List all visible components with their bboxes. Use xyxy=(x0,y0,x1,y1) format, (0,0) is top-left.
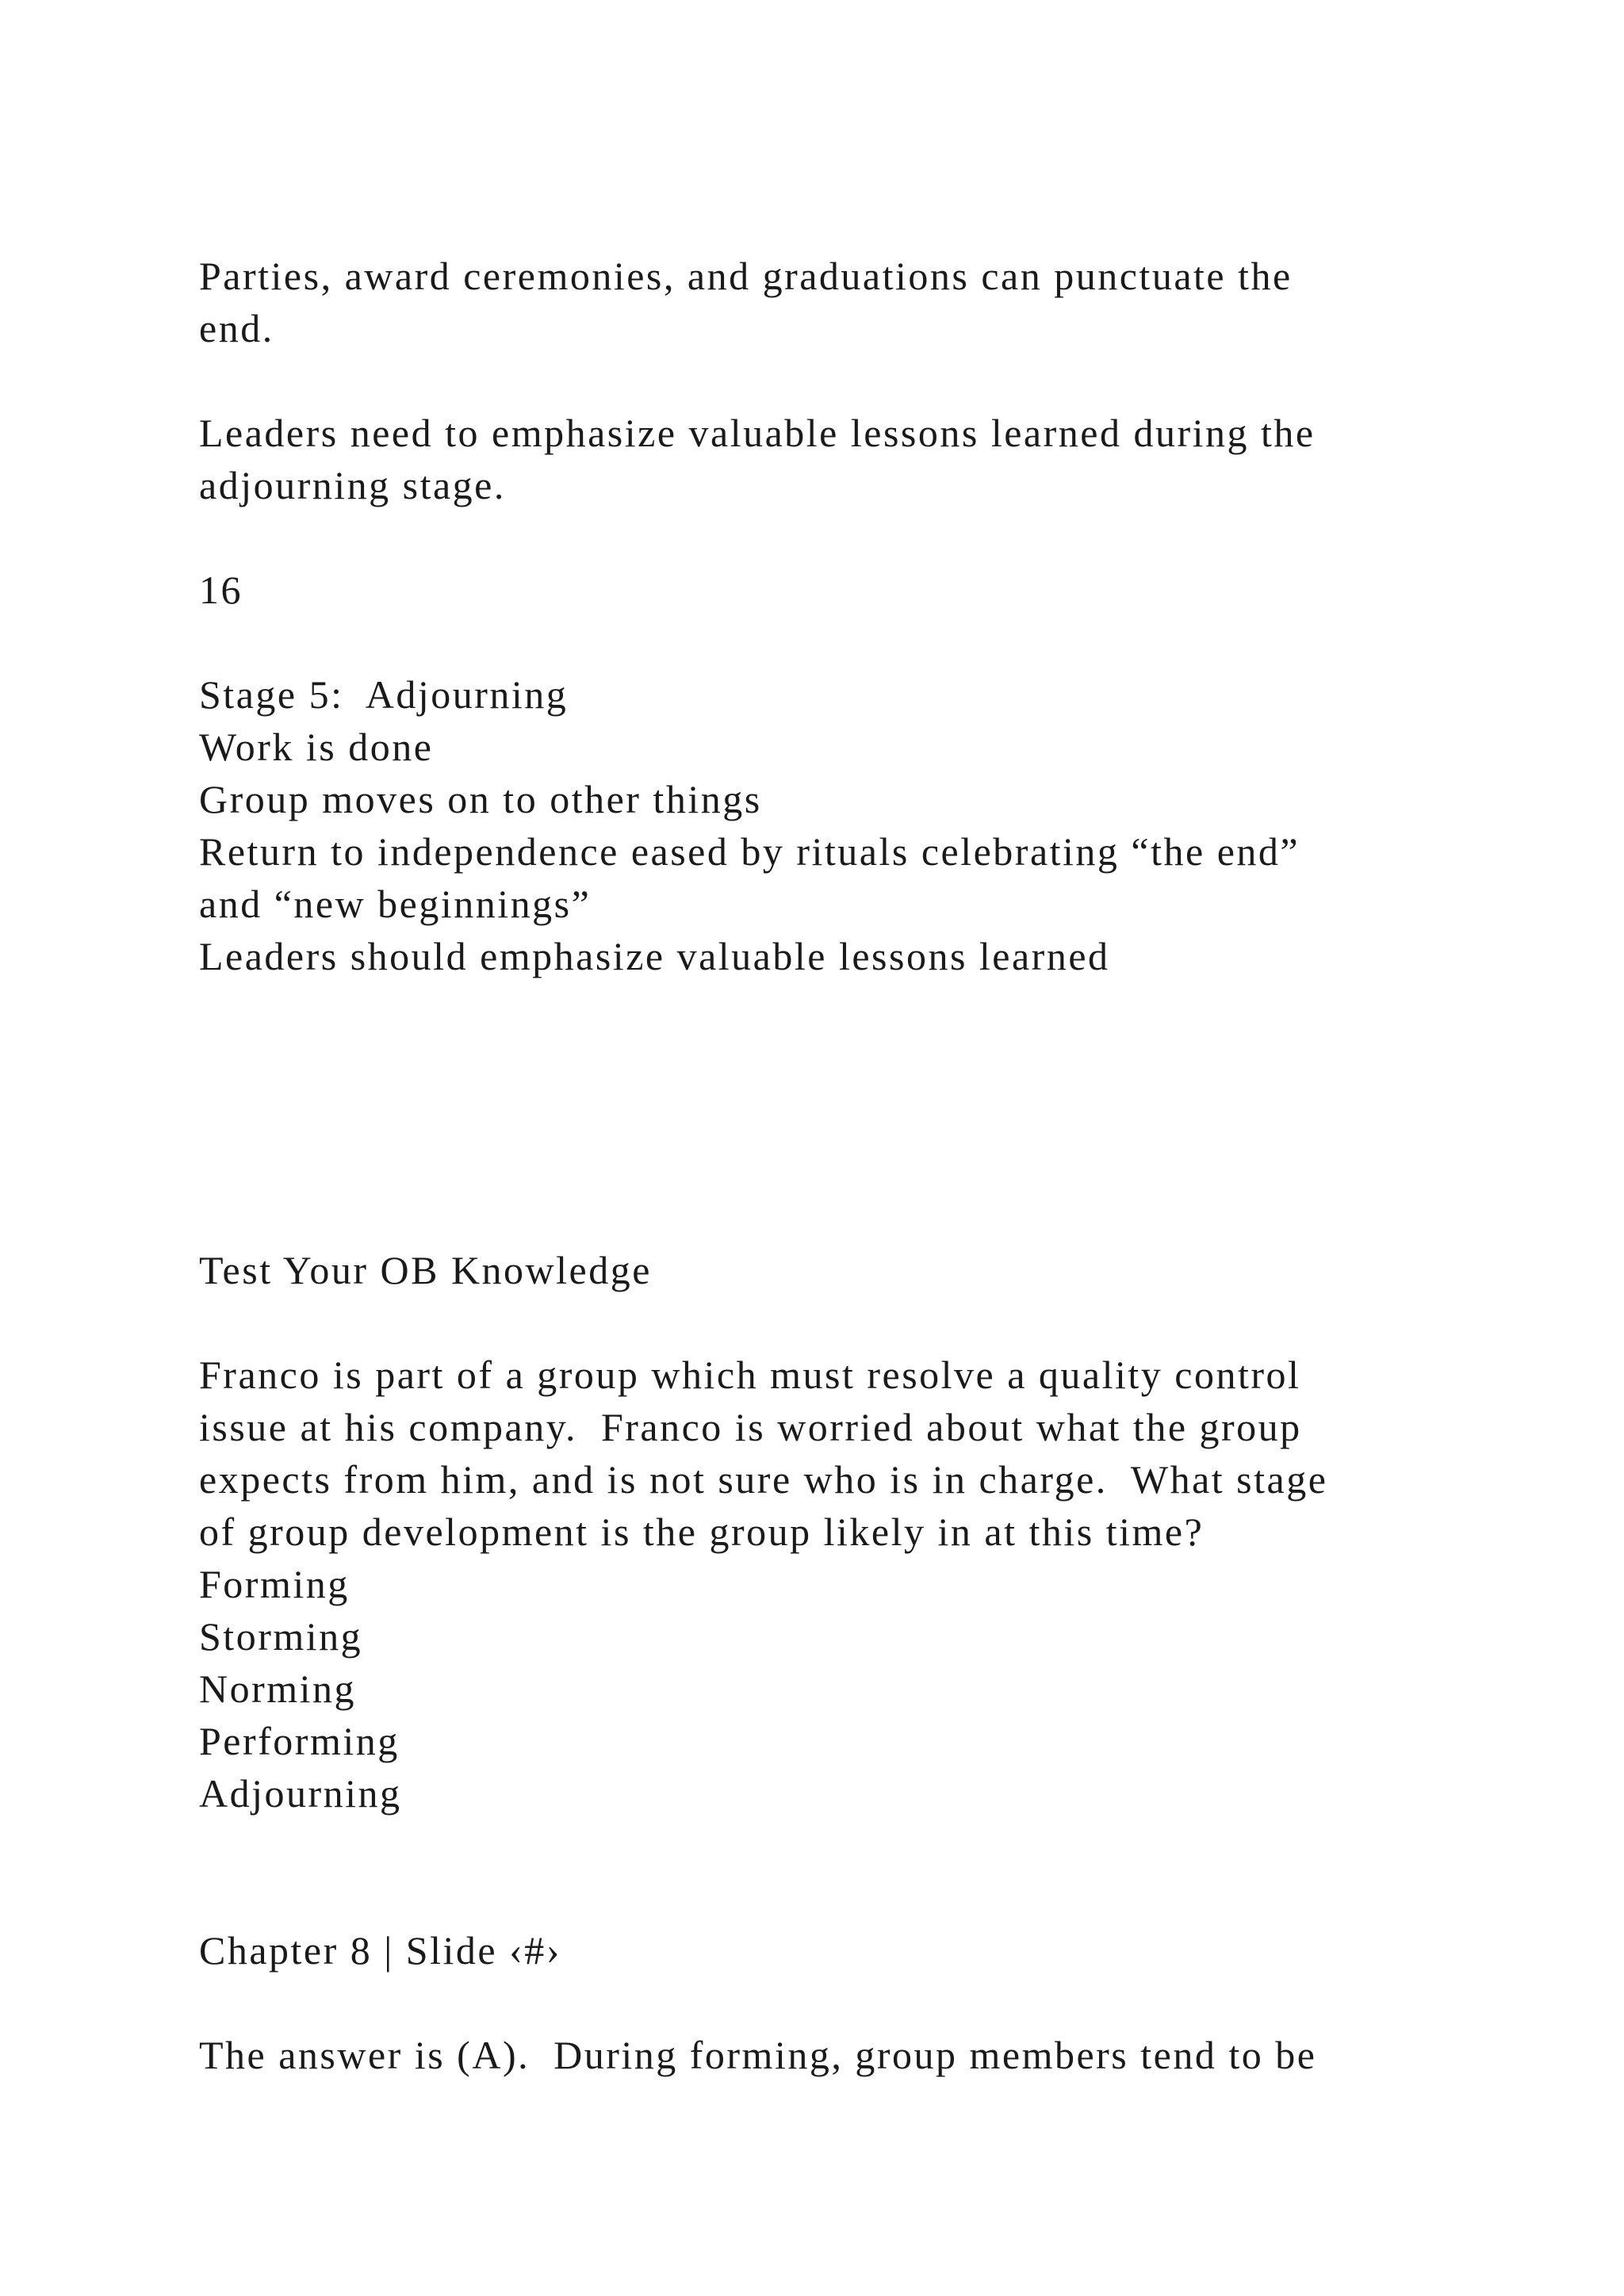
quiz-option: Forming xyxy=(199,1562,350,1606)
slide-number: 16 xyxy=(199,568,243,612)
quiz-option: Performing xyxy=(199,1719,400,1763)
intro-line: Leaders need to emphasize valuable lessons learned during the xyxy=(199,411,1316,455)
answer-text: The answer is (A). During forming, group members tend to be xyxy=(199,2033,1317,2077)
quiz-question-line: issue at his company. Franco is worried about what the group xyxy=(199,1405,1302,1449)
stage5-bullet: Return to independence eased by rituals celebrating “the end” xyxy=(199,829,1300,874)
stage5-bullet: Group moves on to other things xyxy=(199,777,762,821)
quiz-option: Norming xyxy=(199,1667,357,1711)
quiz-question-line: of group development is the group likely in at this time? xyxy=(199,1510,1205,1554)
slide-label: Chapter 8 | Slide ‹#› xyxy=(199,1928,561,1973)
stage5-bullet: Leaders should emphasize valuable lessons learned xyxy=(199,934,1110,978)
quiz-question-line: Franco is part of a group which must resolve a quality control xyxy=(199,1353,1301,1397)
stage5-bullet: Work is done xyxy=(199,725,434,769)
stage5-bullet: and “new beginnings” xyxy=(199,882,592,926)
quiz-question-line: expects from him, and is not sure who is in charge. What stage xyxy=(199,1457,1328,1502)
intro-line: end. xyxy=(199,306,274,350)
intro-line: Parties, award ceremonies, and graduations can punctuate the xyxy=(199,254,1293,298)
stage5-title: Stage 5: Adjourning xyxy=(199,672,569,717)
quiz-option: Storming xyxy=(199,1614,363,1659)
quiz-option: Adjourning xyxy=(199,1771,402,1816)
quiz-title: Test Your OB Knowledge xyxy=(199,1248,652,1292)
intro-line: adjourning stage. xyxy=(199,463,506,507)
